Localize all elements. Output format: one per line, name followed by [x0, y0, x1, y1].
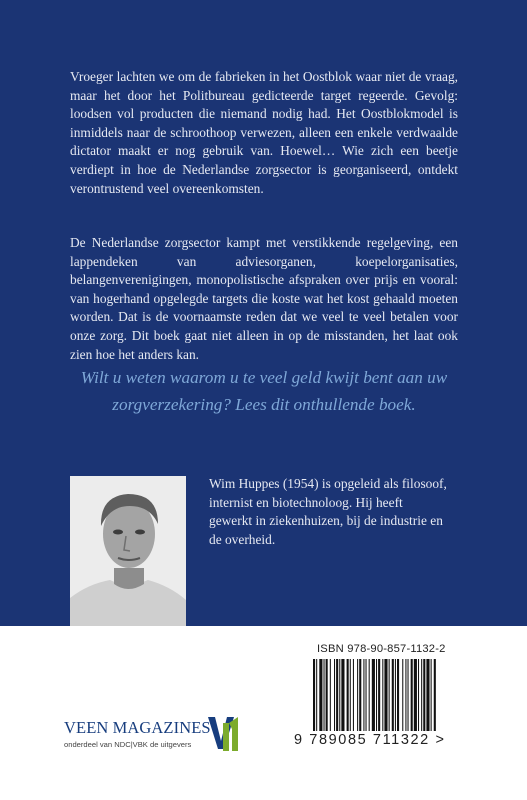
isbn-label: ISBN 978-90-857-1132-2 — [317, 643, 446, 655]
vm-monogram-icon — [205, 713, 241, 753]
author-bio: Wim Huppes (1954) is opgeleid als filosoof, internist en biotechnoloog. Hij heeft gewerkt in ziekenhuizen, bij de industrie en de overheid. — [209, 476, 447, 548]
publisher-name: VEEN MAGAZINES — [64, 718, 211, 737]
publisher-subtitle: onderdeel van NDC|VBK de uitgevers — [64, 740, 192, 749]
tagline: Wilt u weten waarom u te veel geld kwijt bent aan uw zorgverzekering? Lees dit onthullende boek. — [80, 368, 448, 414]
blurb-paragraph-1: Vroeger lachten we om de fabrieken in het Oostblok waar niet de vraag, maar het door het Politbureau gedicteerde target regeerde. Gevolg: loodsen vol producten die niemand nodig had. Het Oostblokmodel is inmiddels naar de schroothoop verwezen, alleen een enkele verdwaalde dictator maakt er nog gebruik van. Hoewel… Wie zich een beetje verdiept in hoe de Nederlandse zorgsector is georganiseerd, ontdekt verontrustend veel overeenkomsten. — [70, 69, 458, 196]
author-portrait-icon — [70, 476, 186, 626]
author-photo — [70, 476, 186, 626]
ean-digits: 9 789085 711322 > — [294, 732, 446, 748]
isbn-barcode — [293, 640, 503, 760]
blurb-paragraph-2: De Nederlandse zorgsector kampt met verstikkende regelgeving, een lappendeken van adviesorganen, koepelorganisaties, belangenverenigingen, monopolistische afspraken over prijs en vooral: van hogerhand opgelegde targets die koste wat het kost gehaald moeten worden. Dat is de voornaamste reden dat we veel te veel betalen voor onze zorg. Dit boek gaat niet alleen in op de misstanden, het laat ook zien hoe het anders kan. — [70, 235, 458, 362]
publisher-logo — [64, 713, 254, 757]
barcode-bars-icon — [313, 659, 481, 737]
